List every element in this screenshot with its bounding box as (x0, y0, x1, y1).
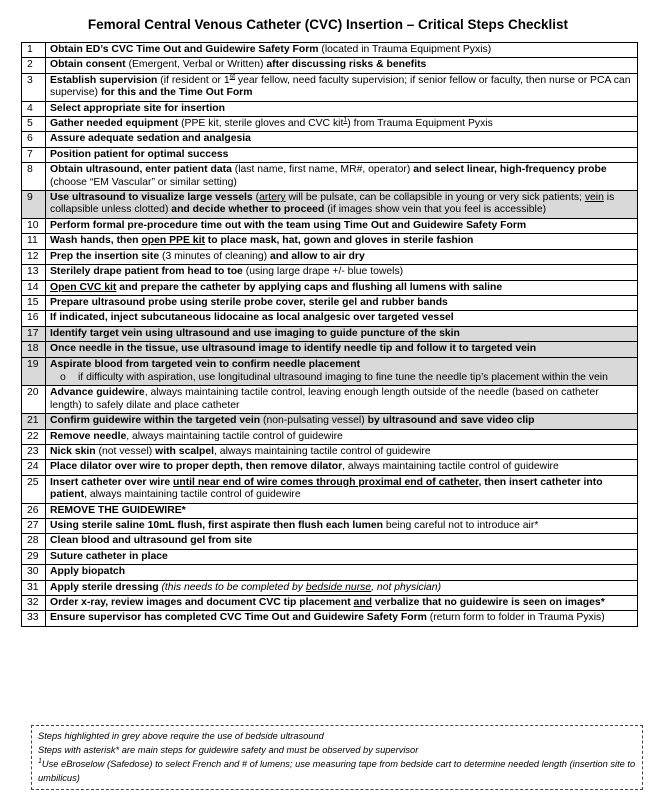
step-text-segment: , always maintaining tactile control of guidewire (214, 445, 431, 457)
step-text-segment: (choose “EM Vascular” or similar setting) (50, 176, 237, 188)
step-number: 4 (22, 101, 46, 116)
step-text-segment: and prepare the catheter by applying caps and flushing all lumens with saline (116, 281, 503, 293)
page-title: Femoral Central Venous Catheter (CVC) Insertion – Critical Steps Checklist (87, 17, 569, 32)
step-text (46, 580, 638, 595)
step-text-segment: (non-pulsating vessel) (260, 415, 368, 427)
step-text (46, 73, 638, 101)
step-text-segment: Prep the insertion site (50, 250, 160, 262)
step-text-segment: Identify target vein using ultrasound and use imaging to guide puncture of the skin (50, 327, 460, 339)
step-row (22, 234, 638, 249)
step-text-segment: ( (252, 192, 260, 204)
step-number: 11 (22, 234, 46, 249)
step-row (22, 73, 638, 101)
step-text-segment: (last name, first name, MR#, operator) (231, 164, 414, 176)
step-text-segment: verbalize that no guidewire is seen on images* (372, 597, 605, 609)
step-row (22, 249, 638, 264)
step-number: 30 (22, 565, 46, 580)
step-row (22, 580, 638, 595)
step-text (46, 611, 638, 626)
step-text-segment: (PPE kit, sterile gloves and CVC kit (178, 118, 344, 130)
step-text (46, 565, 638, 580)
step-text-segment: Gather needed equipment (50, 118, 179, 130)
step-text (46, 460, 638, 475)
step-text (46, 357, 638, 386)
step-text-segment: (located in Trauma Equipment Pyxis) (318, 44, 492, 55)
step-number: 23 (22, 444, 46, 459)
step-row (22, 117, 638, 132)
step-text (46, 326, 638, 341)
step-text-segment: (using large drape +/- blue towels) (242, 266, 404, 278)
step-row (22, 429, 638, 444)
step-text (46, 234, 638, 249)
step-text-segment: and allow to air dry (270, 250, 365, 262)
step-text (46, 249, 638, 264)
step-text-segment: with scalpel (155, 445, 215, 457)
step-row (22, 326, 638, 341)
step-row (22, 503, 638, 518)
step-number: 7 (22, 147, 46, 162)
sub-bullet-text: if difficulty with aspiration, use longitudinal ultrasound imaging to fine tune the needle tip’s placement within the vein (78, 371, 608, 383)
step-number: 18 (22, 342, 46, 357)
step-text (46, 534, 638, 549)
step-text (46, 58, 638, 73)
step-text-segment: and decide whether to proceed (171, 204, 325, 216)
step-number: 26 (22, 503, 46, 518)
step-text (46, 43, 638, 58)
step-row (22, 265, 638, 280)
step-text-segment: Apply sterile dressing (50, 581, 159, 593)
step-text-segment: Obtain ultrasound, enter patient data (50, 164, 232, 176)
step-text-segment: (if images show vein that you feel is accessible) (324, 204, 547, 216)
step-number: 17 (22, 326, 46, 341)
step-text-segment: Advance guidewire (50, 387, 145, 399)
step-number: 25 (22, 475, 46, 503)
step-text-segment: Apply biopatch (50, 566, 126, 578)
step-text-segment: by ultrasound and save video clip (367, 415, 535, 427)
step-text-segment: until near end of wire comes through proximal end of catheter (173, 476, 479, 488)
step-row (22, 611, 638, 626)
step-text-segment: Order x-ray, review images and document CVC tip placement (50, 597, 354, 609)
step-number: 19 (22, 357, 46, 386)
step-text-segment: vein (584, 192, 604, 204)
step-text-segment: Place dilator over wire to proper depth, then remove dilator (50, 461, 343, 473)
step-row (22, 43, 638, 58)
step-row (22, 565, 638, 580)
step-text-segment: ) from Trauma Equipment Pyxis (347, 118, 493, 130)
step-text-segment: Insert catheter over wire (50, 476, 174, 488)
step-number: 24 (22, 460, 46, 475)
step-text-segment: (Emergent, Verbal or Written) (125, 59, 267, 71)
step-row (22, 58, 638, 73)
step-text (46, 311, 638, 326)
step-text (46, 295, 638, 310)
step-text (46, 444, 638, 459)
step-text-segment: If indicated, inject subcutaneous lidocaine as local analgesic over targeted vessel (50, 312, 454, 324)
footnote-asterisk: Steps with asterisk* are main steps for guidewire safety and must be observed by supervisor (38, 745, 419, 755)
step-text-segment: Open CVC kit (50, 281, 117, 293)
step-number: 15 (22, 295, 46, 310)
step-text-segment: will be pulsate, can be collapsible in young or very sick patients; (285, 192, 585, 204)
step-text-segment: , always maintaining tactile control of guidewire (84, 489, 301, 501)
step-text-segment: (return form to folder in Trauma Pyxis) (426, 612, 605, 624)
step-row (22, 218, 638, 233)
step-text-segment: , not physician) (371, 581, 442, 593)
step-text-segment: Select appropriate site for insertion (50, 102, 225, 114)
step-row (22, 475, 638, 503)
step-row (22, 191, 638, 219)
step-row (22, 101, 638, 116)
step-text-segment: Remove needle (50, 430, 127, 442)
step-text-segment: Assure adequate sedation and analgesia (50, 133, 251, 145)
step-text (46, 503, 638, 518)
footnote-ebroselow-text: Use eBroselow (Safedose) to select French and # of lumens; use measuring tape from bedside cart to determine needed length (insertion site to umbilicus) (38, 759, 636, 783)
step-text-segment: is collapsible unless clotted) (50, 192, 615, 216)
step-text (46, 475, 638, 503)
step-text-segment: to place mask, hat, gown and gloves in sterile fashion (204, 235, 474, 247)
step-text-segment: 1 (343, 116, 348, 124)
footnote-grey-steps: Steps highlighted in grey above require the use of bedside ultrasound (38, 731, 324, 741)
step-number: 31 (22, 580, 46, 595)
step-text (46, 519, 638, 534)
step-text-segment: Ensure supervisor has completed CVC Time Out and Guidewire Safety Form (50, 612, 427, 624)
step-number: 29 (22, 549, 46, 564)
step-row (22, 295, 638, 310)
step-text-segment: year fellow, need faculty supervision; if senior fellow or faculty, then nurse or PCA can supervise) (50, 74, 631, 99)
footnotes-box (31, 725, 643, 790)
step-text-segment: Clean blood and ultrasound gel from site (50, 535, 253, 547)
step-number: 2 (22, 58, 46, 73)
footnote-ebroselow (38, 757, 636, 785)
step-text-segment: Sterilely drape patient from head to toe (50, 266, 243, 278)
step-number: 27 (22, 519, 46, 534)
step-number: 12 (22, 249, 46, 264)
step-text-segment: (this needs to be completed by (158, 581, 306, 593)
step-number: 13 (22, 265, 46, 280)
step-text (46, 117, 638, 132)
step-row (22, 444, 638, 459)
step-number: 1 (22, 43, 46, 58)
step-text-segment: , always maintaining tactile control of guidewire (342, 461, 559, 473)
step-text-segment: Aspirate blood from targeted vein to confirm needle placement (50, 358, 361, 370)
step-row (22, 534, 638, 549)
step-text-segment: Wash hands, then (50, 235, 142, 247)
step-row (22, 280, 638, 295)
step-text (46, 342, 638, 357)
step-text-segment: Obtain consent (50, 59, 126, 71)
step-text-segment: , always maintaining tactile control of guidewire (126, 430, 343, 442)
step-text (46, 147, 638, 162)
step-number: 8 (22, 163, 46, 191)
step-text (46, 218, 638, 233)
step-text-segment: for this and the Time Out Form (100, 87, 253, 99)
step-row (22, 519, 638, 534)
bullet-marker: o (60, 371, 66, 383)
step-text-segment: (if resident or 1 (157, 74, 230, 86)
step-number: 6 (22, 132, 46, 147)
step-text (46, 596, 638, 611)
steps-table (21, 42, 638, 627)
step-row (22, 147, 638, 162)
step-text (46, 386, 638, 414)
step-row (22, 596, 638, 611)
step-row (22, 342, 638, 357)
step-text-segment: Establish supervision (50, 74, 158, 86)
step-row (22, 311, 638, 326)
step-number: 20 (22, 386, 46, 414)
step-text-segment: and select linear, high-frequency probe (413, 164, 607, 176)
step-number: 5 (22, 117, 46, 132)
step-row (22, 549, 638, 564)
step-number: 3 (22, 73, 46, 101)
step-text-segment: open PPE kit (141, 235, 205, 247)
step-row (22, 386, 638, 414)
step-text-segment: Perform formal pre-procedure time out with the team using Time Out and Guidewire Safety Form (50, 219, 527, 231)
step-text-segment: artery (259, 192, 286, 204)
step-text-segment: Position patient for optimal success (50, 148, 229, 160)
step-sub-bullet (50, 372, 633, 384)
step-text-segment: Confirm guidewire within the targeted vein (50, 415, 261, 427)
step-text-segment: being careful not to introduce air* (382, 520, 539, 531)
step-text (46, 163, 638, 191)
step-text-segment: Using sterile saline 10mL flush, first aspirate then flush each lumen (50, 520, 383, 531)
step-text-segment: (3 minutes of cleaning) (159, 250, 271, 262)
step-text-segment: Use ultrasound to visualize large vessels (50, 192, 253, 204)
step-text (46, 549, 638, 564)
step-number: 21 (22, 414, 46, 429)
step-text-segment: REMOVE THE GUIDEWIRE* (50, 504, 186, 516)
step-text-segment: , always maintaining tactile control, leaving enough length outside of the needle (based on catheter length) to safely dilate and place catheter (50, 387, 599, 411)
step-row (22, 460, 638, 475)
step-number: 14 (22, 280, 46, 295)
step-number: 28 (22, 534, 46, 549)
step-text-segment: after discussing risks & benefits (266, 59, 427, 71)
step-number: 32 (22, 596, 46, 611)
step-number: 9 (22, 191, 46, 219)
step-text (46, 265, 638, 280)
step-number: 16 (22, 311, 46, 326)
step-row (22, 357, 638, 386)
step-text (46, 132, 638, 147)
step-text (46, 191, 638, 219)
step-number: 33 (22, 611, 46, 626)
step-text (46, 280, 638, 295)
step-text-segment: Suture catheter in place (50, 550, 168, 562)
step-row (22, 132, 638, 147)
step-text-segment: Once needle in the tissue, use ultrasound image to identify needle tip and follow it to targeted vein (50, 343, 537, 355)
step-text-segment: Nick skin (50, 445, 96, 457)
step-row (22, 414, 638, 429)
step-text-segment: Prepare ultrasound probe using sterile probe cover, sterile gel and rubber bands (50, 296, 448, 308)
step-number: 22 (22, 429, 46, 444)
step-number: 10 (22, 218, 46, 233)
step-text-segment: bedside nurse (305, 581, 372, 593)
step-text (46, 414, 638, 429)
footnote-marker: 1 (38, 757, 42, 765)
step-text-segment: (not vessel) (95, 445, 156, 457)
step-row (22, 163, 638, 191)
step-text-segment: st (229, 73, 236, 81)
step-text (46, 101, 638, 116)
step-text-segment: Obtain ED’s CVC Time Out and Guidewire Safety Form (50, 44, 319, 55)
step-text (46, 429, 638, 444)
step-text-segment: and (353, 597, 373, 609)
step-text-segment: , then insert catheter into patient (50, 476, 603, 501)
steps-table-body (22, 43, 638, 627)
